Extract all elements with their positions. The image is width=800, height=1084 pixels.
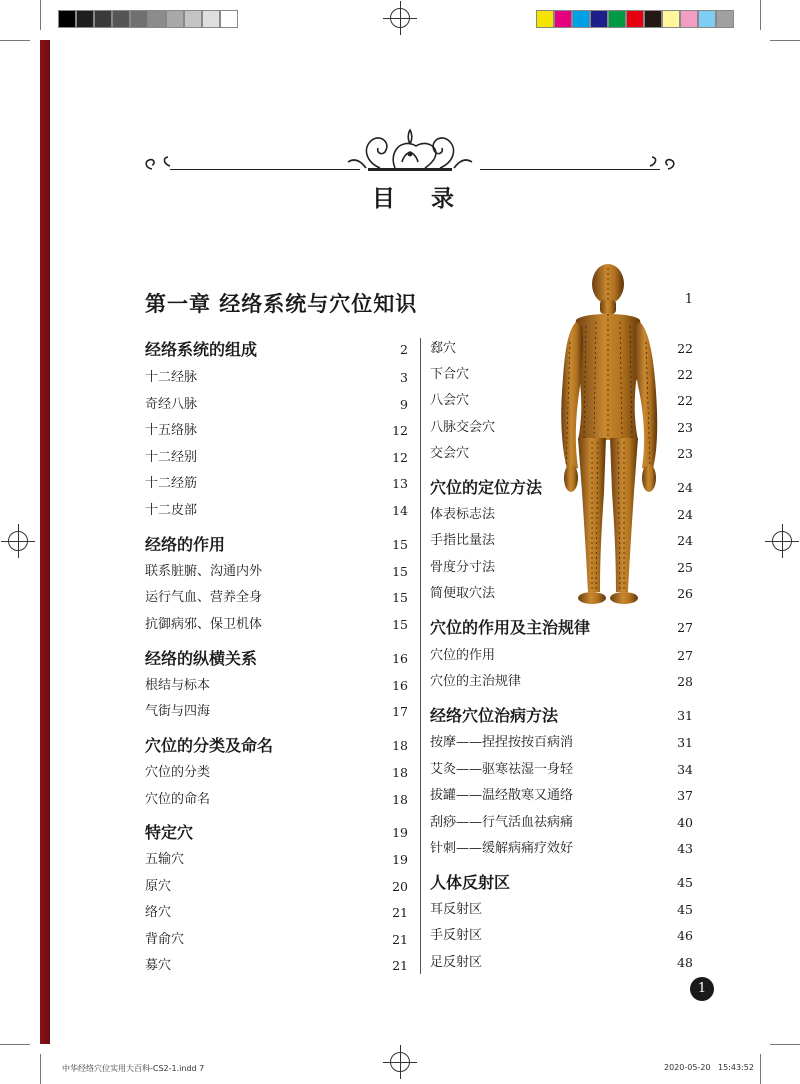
toc-page-number: 37 <box>677 788 693 803</box>
toc-section-title: 人体反射区 <box>430 873 511 892</box>
color-swatch <box>698 10 716 28</box>
toc-entry-title: 艾灸——驱寒祛湿一身轻 <box>430 762 574 777</box>
registration-mark-icon <box>390 8 410 28</box>
toc-section-title: 穴位的分类及命名 <box>145 736 274 755</box>
color-swatch <box>184 10 202 28</box>
toc-entry-title: 八脉交会穴 <box>430 420 496 435</box>
toc-entry-title: 针刺——缓解病痛疗效好 <box>430 841 574 856</box>
toc-page-number: 16 <box>392 651 408 666</box>
registration-mark-icon <box>772 531 792 551</box>
toc-page-number: 18 <box>392 738 408 753</box>
toc-page-number: 24 <box>677 507 693 522</box>
color-swatch <box>148 10 166 28</box>
toc-page-number: 22 <box>677 367 693 382</box>
ornament-line-left <box>170 169 360 170</box>
toc-page-number: 21 <box>392 932 408 947</box>
color-swatch <box>662 10 680 28</box>
toc-page-number: 31 <box>677 708 693 723</box>
crop-mark <box>760 1054 761 1084</box>
color-swatch <box>94 10 112 28</box>
toc-entry-title: 十二经别 <box>145 450 198 465</box>
toc-entry-title: 手指比量法 <box>430 533 496 548</box>
toc-entry-title: 八会穴 <box>430 393 470 408</box>
toc-page-number: 18 <box>392 765 408 780</box>
toc-page-number: 23 <box>677 420 693 435</box>
toc-section-title: 经络穴位治病方法 <box>430 706 559 725</box>
toc-entry-title: 穴位的主治规律 <box>430 674 522 689</box>
toc-entry-title: 根结与标本 <box>145 678 211 693</box>
toc-entry-title: 气街与四海 <box>145 704 211 719</box>
toc-page-number: 12 <box>392 423 408 438</box>
toc-entry-title: 郄穴 <box>430 341 457 356</box>
toc-entry-title: 背俞穴 <box>145 932 185 947</box>
page-title: 目 录 <box>371 185 468 212</box>
color-swatch <box>626 10 644 28</box>
footer-time: 15:43:52 <box>718 1063 754 1072</box>
toc-section-title: 穴位的定位方法 <box>430 478 543 497</box>
color-swatch <box>130 10 148 28</box>
color-swatch <box>608 10 626 28</box>
color-swatch <box>76 10 94 28</box>
toc-page-number: 21 <box>392 905 408 920</box>
toc-page-number: 45 <box>677 875 693 890</box>
toc-section-title: 穴位的作用及主治规律 <box>430 618 591 637</box>
toc-entry-title: 募穴 <box>145 958 172 973</box>
toc-page-number: 24 <box>677 533 693 548</box>
toc-page-number: 15 <box>392 537 408 552</box>
acupuncture-model-figure <box>548 262 668 608</box>
toc-page-number: 23 <box>677 446 693 461</box>
toc-page-number: 46 <box>677 928 693 943</box>
cmyk-color-bar <box>536 10 734 28</box>
toc-page-number: 3 <box>400 370 408 385</box>
toc-page-number: 20 <box>392 879 408 894</box>
color-swatch <box>554 10 572 28</box>
toc-page-number: 26 <box>677 586 693 601</box>
crop-mark <box>760 0 761 30</box>
toc-page-number: 25 <box>677 560 693 575</box>
toc-entry-title: 耳反射区 <box>430 902 483 917</box>
toc-entry-title: 十二经脉 <box>145 370 198 385</box>
toc-entry-title: 穴位的命名 <box>145 792 211 807</box>
color-swatch <box>716 10 734 28</box>
toc-entry-title: 简便取穴法 <box>430 586 496 601</box>
toc-entry-title: 拔罐——温经散寒又通络 <box>430 788 574 803</box>
color-swatch <box>112 10 130 28</box>
crop-mark <box>770 40 800 41</box>
toc-entry-title: 联系脏腑、沟通内外 <box>145 564 263 579</box>
toc-entry-title: 骨度分寸法 <box>430 560 496 575</box>
color-swatch <box>590 10 608 28</box>
color-swatch <box>644 10 662 28</box>
toc-entry-title: 穴位的作用 <box>430 648 496 663</box>
crop-mark <box>770 1044 800 1045</box>
crop-mark <box>0 1044 30 1045</box>
chapter-title: 第一章 经络系统与穴位知识 <box>145 291 418 316</box>
crop-mark <box>40 1054 41 1084</box>
color-swatch <box>572 10 590 28</box>
registration-mark-icon <box>8 531 28 551</box>
toc-page-number: 16 <box>392 678 408 693</box>
crop-mark <box>0 40 30 41</box>
color-swatch <box>58 10 76 28</box>
footer-file-name: 中华经络穴位实用大百科-CS2-1.indd 7 <box>62 1064 205 1073</box>
toc-entry-title: 五输穴 <box>145 852 185 867</box>
ornament-line-right <box>480 169 660 170</box>
gray-color-bar <box>58 10 238 28</box>
color-swatch <box>166 10 184 28</box>
toc-entry-title: 交会穴 <box>430 446 470 461</box>
toc-section-title: 经络系统的组成 <box>145 340 258 359</box>
toc-entry-title: 络穴 <box>145 905 172 920</box>
toc-section-title: 特定穴 <box>145 823 194 842</box>
toc-page-number: 22 <box>677 393 693 408</box>
chapter-page-number: 1 <box>684 292 693 307</box>
toc-section-title: 经络的纵横关系 <box>145 649 258 668</box>
toc-section-title: 经络的作用 <box>145 535 226 554</box>
toc-page-number: 27 <box>677 620 693 635</box>
toc-page-number: 34 <box>677 762 693 777</box>
toc-page-number: 19 <box>392 852 408 867</box>
header-ornament-icon <box>140 124 680 180</box>
toc-page-number: 14 <box>392 503 408 518</box>
toc-entry-title: 十二皮部 <box>145 503 198 518</box>
color-swatch <box>220 10 238 28</box>
toc-page-number: 31 <box>677 735 693 750</box>
toc-page-number: 15 <box>392 617 408 632</box>
registration-mark-icon <box>390 1052 410 1072</box>
toc-entry-title: 手反射区 <box>430 928 483 943</box>
column-divider <box>420 338 421 974</box>
toc-page-number: 2 <box>400 342 408 357</box>
toc-page-number: 40 <box>677 815 693 830</box>
toc-page-number: 28 <box>677 674 693 689</box>
toc-page-number: 18 <box>392 792 408 807</box>
toc-page-number: 17 <box>392 704 408 719</box>
toc-page-number: 15 <box>392 564 408 579</box>
toc-entry-title: 原穴 <box>145 879 172 894</box>
color-swatch <box>536 10 554 28</box>
toc-page-number: 45 <box>677 902 693 917</box>
toc-page-number: 27 <box>677 648 693 663</box>
toc-entry-title: 足反射区 <box>430 955 483 970</box>
toc-page-number: 48 <box>677 955 693 970</box>
color-swatch <box>202 10 220 28</box>
color-swatch <box>680 10 698 28</box>
toc-entry-title: 体表标志法 <box>430 507 496 522</box>
toc-page-number: 12 <box>392 450 408 465</box>
toc-page-number: 15 <box>392 590 408 605</box>
toc-page-number: 21 <box>392 958 408 973</box>
page-number-badge: 1 <box>690 977 714 1001</box>
toc-page-number: 43 <box>677 841 693 856</box>
toc-page-number: 9 <box>400 397 408 412</box>
toc-entry-title: 十五络脉 <box>145 423 198 438</box>
footer-date: 2020-05-20 <box>664 1063 711 1072</box>
toc-page-number: 19 <box>392 825 408 840</box>
toc-page-number: 24 <box>677 480 693 495</box>
toc-entry-title: 下合穴 <box>430 367 470 382</box>
toc-entry-title: 奇经八脉 <box>145 397 198 412</box>
toc-entry-title: 运行气血、营养全身 <box>145 590 263 605</box>
toc-page-number: 22 <box>677 341 693 356</box>
toc-entry-title: 刮痧——行气活血祛病痛 <box>430 815 574 830</box>
toc-entry-title: 按摩——捏捏按按百病消 <box>430 735 574 750</box>
toc-page-number: 13 <box>392 476 408 491</box>
toc-entry-title: 十二经筋 <box>145 476 198 491</box>
toc-entry-title: 抗御病邪、保卫机体 <box>145 617 263 632</box>
toc-entry-title: 穴位的分类 <box>145 765 211 780</box>
crop-mark <box>40 0 41 30</box>
